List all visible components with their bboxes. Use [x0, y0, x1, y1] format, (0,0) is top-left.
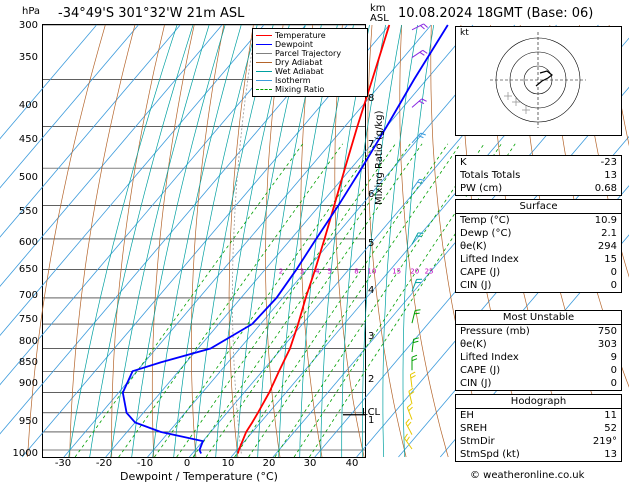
- mixing-ratio-axis-label: Mixing Ratio (g/kg): [374, 110, 385, 205]
- table-row: [456, 377, 621, 390]
- legend-item-mixing-ratio: [256, 85, 364, 94]
- table-row: [456, 325, 621, 338]
- y-tick-600: 600: [18, 237, 38, 248]
- row-key: StmSpd (kt): [460, 449, 520, 460]
- legend-swatch-mixing-ratio: [256, 89, 272, 90]
- y-tick-500: 500: [18, 172, 38, 183]
- y-tick-300: 300: [18, 20, 38, 31]
- legend-item-dewpoint: [256, 40, 364, 49]
- legend-swatch-isotherm: [256, 80, 272, 81]
- table-row: [456, 351, 621, 364]
- surface-parcel-table: [455, 199, 622, 293]
- km-tick-1: 1: [368, 415, 375, 426]
- x-tick-m10: -10: [136, 458, 154, 469]
- x-tick-40: 40: [345, 458, 359, 469]
- x-tick-0: 0: [183, 458, 191, 469]
- legend-swatch-wet-adiabat: [256, 71, 272, 72]
- copyright-label: © weatheronline.co.uk: [470, 470, 585, 481]
- stability-indices-table: [455, 155, 622, 196]
- table-row: [456, 279, 621, 292]
- table-row: [456, 169, 621, 182]
- x-tick-10: 10: [221, 458, 235, 469]
- legend-item-temperature: [256, 31, 364, 40]
- legend-item-wet-adiabat: [256, 67, 364, 76]
- row-key: StmDir: [460, 436, 495, 447]
- x-tick-20: 20: [262, 458, 276, 469]
- x-tick-30: 30: [303, 458, 317, 469]
- lcl-label: LCL: [362, 407, 381, 418]
- row-key: SREH: [460, 423, 488, 434]
- legend-swatch-parcel: [256, 53, 272, 54]
- row-value: 2.1: [601, 228, 617, 239]
- table-row: [456, 240, 621, 253]
- y-tick-650: 650: [18, 264, 38, 275]
- legend-item-isotherm: [256, 76, 364, 85]
- height-unit-label: km: [370, 3, 386, 14]
- row-key: CIN (J): [460, 280, 492, 291]
- legend-swatch-dry-adiabat: [256, 62, 272, 63]
- y-tick-850: 850: [18, 357, 38, 368]
- y-tick-400: 400: [18, 100, 38, 111]
- table-row: [456, 214, 621, 227]
- legend-label-mixing-ratio: Mixing Ratio: [275, 85, 325, 94]
- legend-label-parcel: Parcel Trajectory: [275, 49, 342, 58]
- legend-swatch-dewpoint: [256, 44, 272, 45]
- svg-text:15: 15: [392, 267, 402, 276]
- datetime-title: 10.08.2024 18GMT (Base: 06): [398, 6, 594, 21]
- hodograph-svg: [456, 27, 619, 133]
- row-key: Totals Totals: [460, 170, 521, 181]
- row-value: 0: [610, 267, 617, 278]
- wind-barb-column: [400, 24, 442, 464]
- hodograph-panel: [455, 26, 622, 136]
- svg-text:4: 4: [315, 267, 320, 276]
- table-row: [456, 448, 621, 461]
- x-tick-m30: -30: [54, 458, 72, 469]
- km-tick-8: 8: [368, 93, 375, 104]
- row-value: 52: [604, 423, 617, 434]
- legend-label-temperature: Temperature: [275, 31, 326, 40]
- y-tick-350: 350: [18, 52, 38, 63]
- row-value: 15: [604, 254, 617, 265]
- km-tick-7: 7: [368, 139, 375, 150]
- svg-text:10: 10: [367, 267, 377, 276]
- y-tick-450: 450: [18, 134, 38, 145]
- table-row: [456, 227, 621, 240]
- row-key: θe(K): [460, 339, 487, 350]
- row-key: CAPE (J): [460, 365, 501, 376]
- most-unstable-table: [455, 310, 622, 391]
- legend-item-parcel: [256, 49, 364, 58]
- row-key: Lifted Index: [460, 352, 519, 363]
- km-tick-2: 2: [368, 374, 375, 385]
- y-tick-900: 900: [18, 378, 38, 389]
- pressure-unit-label: hPa: [22, 6, 41, 17]
- row-value: 750: [597, 326, 617, 337]
- legend-item-dry-adiabat: [256, 58, 364, 67]
- row-value: 0: [610, 365, 617, 376]
- table-row: [456, 266, 621, 279]
- row-value: 9: [610, 352, 617, 363]
- y-tick-550: 550: [18, 206, 38, 217]
- y-tick-1000: 1000: [12, 448, 38, 459]
- svg-text:25: 25: [424, 267, 434, 276]
- row-key: K: [460, 157, 467, 168]
- row-key: Dewp (°C): [460, 228, 512, 239]
- height-asl-label: ASL: [370, 13, 389, 24]
- row-key: CAPE (J): [460, 267, 501, 278]
- row-value: 0: [610, 378, 617, 389]
- row-key: EH: [460, 410, 474, 421]
- surface-table-title: Surface: [456, 200, 621, 214]
- row-key: PW (cm): [460, 183, 503, 194]
- y-tick-750: 750: [18, 314, 38, 325]
- table-row: [456, 253, 621, 266]
- y-tick-700: 700: [18, 290, 38, 301]
- svg-text:5: 5: [327, 267, 332, 276]
- svg-text:2: 2: [278, 267, 284, 276]
- row-key: CIN (J): [460, 378, 492, 389]
- hodograph-table-title: Hodograph: [456, 395, 621, 409]
- chart-legend: [252, 28, 368, 97]
- row-value: 11: [604, 410, 617, 421]
- table-row: [456, 409, 621, 422]
- row-value: 10.9: [594, 215, 617, 226]
- table-row: [456, 435, 621, 448]
- row-value: 0: [610, 280, 617, 291]
- legend-label-wet-adiabat: Wet Adiabat: [275, 67, 324, 76]
- row-value: 294: [597, 241, 617, 252]
- svg-text:3: 3: [299, 267, 305, 276]
- most-unstable-title: Most Unstable: [456, 311, 621, 325]
- row-value: 13: [604, 449, 617, 460]
- station-title: -34°49'S 301°32'W 21m ASL: [58, 6, 245, 21]
- svg-text:8: 8: [354, 267, 359, 276]
- legend-label-isotherm: Isotherm: [275, 76, 311, 85]
- row-value: -23: [600, 157, 617, 168]
- table-row: [456, 364, 621, 377]
- legend-label-dry-adiabat: Dry Adiabat: [275, 58, 323, 67]
- x-tick-m20: -20: [95, 458, 113, 469]
- legend-label-dewpoint: Dewpoint: [275, 40, 314, 49]
- y-tick-950: 950: [18, 416, 38, 427]
- row-value: 0.68: [594, 183, 617, 194]
- legend-swatch-temperature: [256, 35, 272, 36]
- row-value: 219°: [592, 436, 617, 447]
- row-key: Pressure (mb): [460, 326, 530, 337]
- table-row: [456, 422, 621, 435]
- x-axis-title: Dewpoint / Temperature (°C): [120, 470, 278, 483]
- km-tick-6: 6: [368, 189, 375, 200]
- table-row: [456, 156, 621, 169]
- row-key: θe(K): [460, 241, 487, 252]
- hodograph-unit-label: kt: [460, 28, 469, 38]
- table-row: [456, 338, 621, 351]
- row-value: 303: [597, 339, 617, 350]
- table-row: [456, 182, 621, 195]
- km-tick-3: 3: [368, 331, 375, 342]
- svg-text:20: 20: [410, 267, 420, 276]
- y-tick-800: 800: [18, 336, 38, 347]
- hodograph-table: [455, 394, 622, 462]
- km-tick-5: 5: [368, 238, 375, 249]
- row-key: Lifted Index: [460, 254, 519, 265]
- km-tick-4: 4: [368, 285, 375, 296]
- row-value: 13: [604, 170, 617, 181]
- row-key: Temp (°C): [460, 215, 510, 226]
